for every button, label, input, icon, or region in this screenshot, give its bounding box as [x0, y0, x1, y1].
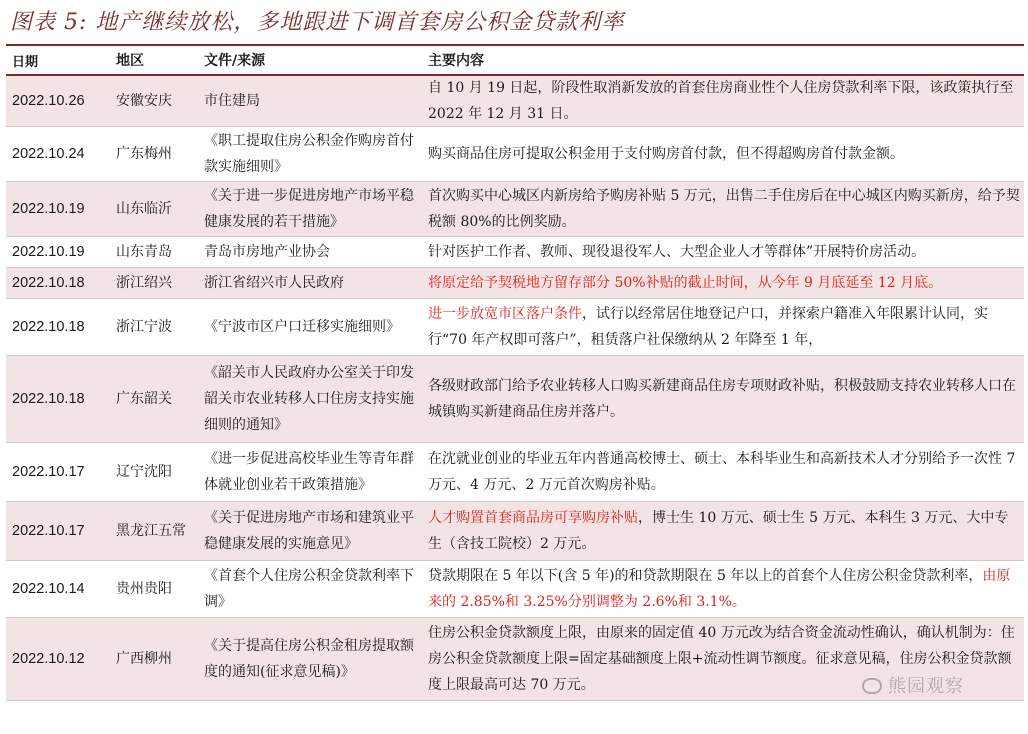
wechat-icon [862, 678, 882, 694]
row-region: 辽宁沈阳 [116, 464, 172, 480]
row-source: 《关于提高住房公积金租房提取额度的通知(征求意见稿)》 [204, 638, 414, 680]
table-header [6, 44, 1024, 76]
row-region: 广东梅州 [116, 146, 172, 162]
header-date: 日期 [12, 54, 39, 70]
row-source: 《关于促进房地产市场和建筑业平稳健康发展的实施意见》 [204, 510, 414, 552]
content-text: 首次购买中心城区内新房给予购房补贴 5 万元，出售二手住房后在中心城区内购买新房，给予契税额 80%的比例奖励。 [428, 188, 1020, 230]
row-source: 浙江省绍兴市人民政府 [204, 275, 344, 291]
header-region: 地区 [116, 53, 144, 69]
row-source: 市住建局 [204, 93, 260, 109]
row-content [424, 141, 1024, 167]
table-row [6, 127, 1024, 182]
row-date: 2022.10.18 [12, 319, 85, 335]
row-content [424, 75, 1024, 127]
row-region: 山东青岛 [116, 244, 172, 260]
row-content [424, 270, 1024, 296]
highlighted-text: 人才购置首套商品房可享购房补贴 [428, 510, 638, 526]
row-date: 2022.10.26 [12, 93, 85, 109]
table-row [6, 76, 1024, 127]
row-region: 浙江绍兴 [116, 275, 172, 291]
row-source: 《首套个人住房公积金贷款利率下调》 [204, 568, 414, 610]
watermark-text: 熊园观察 [888, 676, 964, 697]
content-text: 针对医护工作者、教师、现役退役军人、大型企业人才等群体”开展特价房活动。 [428, 244, 926, 260]
table-row [6, 443, 1024, 502]
row-region: 广西柳州 [116, 651, 172, 667]
row-date: 2022.10.18 [12, 391, 85, 407]
table-row [6, 237, 1024, 268]
highlighted-text: 由原来的 2.85%和 3.25%分别调整为 2.6%和 3.1%。 [428, 568, 1011, 610]
highlighted-text: 进一步放宽市区落户条件 [428, 306, 582, 322]
row-date: 2022.10.14 [12, 581, 85, 597]
table-row [6, 356, 1024, 443]
header-source: 文件/来源 [204, 53, 266, 69]
row-region: 黑龙江五常 [116, 523, 186, 539]
table-row [6, 502, 1024, 561]
row-content [424, 239, 1024, 265]
content-text: ，博士生 10 万元、硕士生 5 万元、本科生 3 万元、大中专生（含技工院校）2 万元。 [428, 510, 1009, 552]
row-region: 山东临沂 [116, 201, 172, 217]
row-region: 广东韶关 [116, 391, 172, 407]
row-content [424, 446, 1024, 498]
row-source: 《职工提取住房公积金作购房首付款实施细则》 [204, 133, 414, 175]
row-date: 2022.10.19 [12, 244, 85, 260]
content-text: 购买商品住房可提取公积金用于支付购房首付款，但不得超购房首付款金额。 [428, 146, 904, 162]
content-text: ，试行以经常居住地登记户口，并探索户籍准入年限累计认同，实行“70 年产权即可落户”，租赁落户社保缴纳从 2 年降至 1 年， [428, 306, 988, 348]
row-source: 《关于进一步促进房地产市场平稳健康发展的若干措施》 [204, 188, 414, 230]
table-row [6, 299, 1024, 356]
row-date: 2022.10.17 [12, 523, 85, 539]
row-date: 2022.10.12 [12, 651, 85, 667]
row-date: 2022.10.19 [12, 201, 85, 217]
policy-table [6, 44, 1024, 701]
row-region: 安徽安庆 [116, 93, 172, 109]
content-text: 自 10 月 19 日起，阶段性取消新发放的首套住房商业性个人住房贷款利率下限，该政策执行至 2022 年 12 月 31 日。 [428, 80, 1014, 122]
row-source: 《宁波市区户口迁移实施细则》 [204, 319, 400, 335]
row-content [424, 563, 1024, 615]
row-content [424, 373, 1024, 425]
watermark [862, 672, 964, 698]
header-content: 主要内容 [428, 53, 484, 69]
row-source: 《进一步促进高校毕业生等青年群体就业创业若干政策措施》 [204, 451, 414, 493]
row-content [424, 183, 1024, 235]
highlighted-text: 将原定给予契税地方留存部分 50%补贴的截止时间，从今年 9 月底延至 12 月底。 [428, 275, 943, 291]
table-row [6, 182, 1024, 237]
row-region: 贵州贵阳 [116, 581, 172, 597]
figure-title: 图表 5: 地产继续放松，多地跟进下调首套房公积金贷款利率 [10, 10, 625, 35]
row-date: 2022.10.24 [12, 146, 85, 162]
row-source: 青岛市房地产业协会 [204, 244, 330, 260]
row-content [424, 505, 1024, 557]
row-date: 2022.10.17 [12, 464, 85, 480]
content-text: 在沈就业创业的毕业五年内普通高校博士、硕士、本科毕业生和高新技术人才分别给予一次性 7 万元、4 万元、2 万元首次购房补贴。 [428, 451, 1016, 493]
row-date: 2022.10.18 [12, 275, 85, 291]
content-text: 各级财政部门给予农业转移人口购买新建商品住房专项财政补贴，积极鼓励支持农业转移人口在城镇购买新建商品住房并落户。 [428, 378, 1016, 420]
table-row [6, 561, 1024, 618]
row-source: 《韶关市人民政府办公室关于印发韶关市农业转移人口住房支持实施细则的通知》 [204, 365, 414, 433]
row-content [424, 301, 1024, 353]
content-text: 住房公积金贷款额度上限，由原来的固定值 40 万元改为结合资金流动性确认，确认机制为：住房公积金贷款额度上限=固定基础额度上限+流动性调节额度。征求意见稿，住房公积金贷款额度上限最高可达 70 万元。 [428, 625, 1015, 693]
table-row [6, 268, 1024, 299]
row-region: 浙江宁波 [116, 319, 172, 335]
content-text: 贷款期限在 5 年以下(含 5 年)的和贷款期限在 5 年以上的首套个人住房公积金贷款利率， [428, 568, 983, 584]
